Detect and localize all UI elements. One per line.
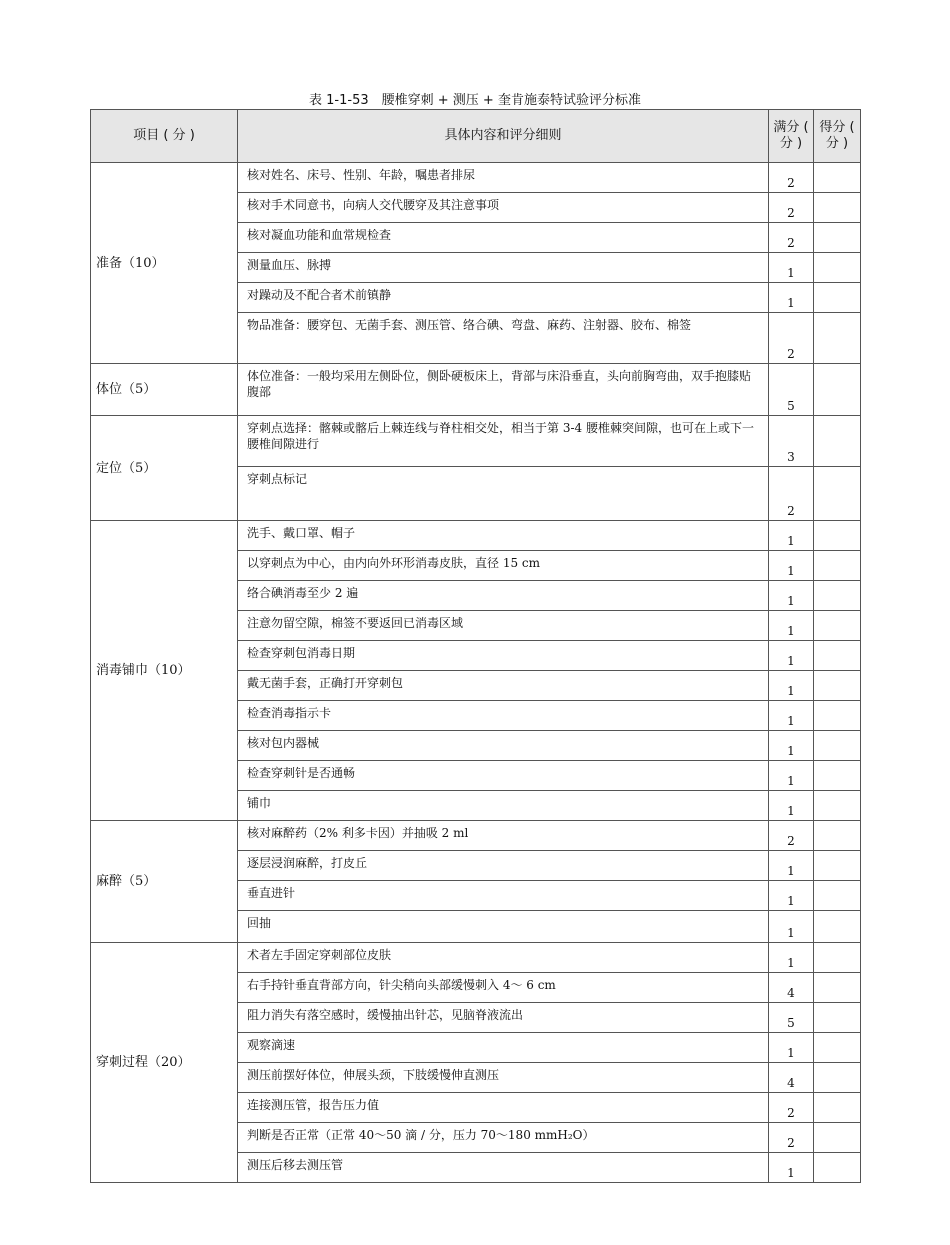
full-score: 1: [769, 761, 814, 791]
full-score: 1: [769, 551, 814, 581]
obtained-score-cell[interactable]: [814, 1093, 861, 1123]
obtained-score-cell[interactable]: [814, 467, 861, 521]
criterion-text: 术者左手固定穿刺部位皮肤: [238, 943, 769, 973]
criterion-text: 右手持针垂直背部方向，针尖稍向头部缓慢刺入 4～ 6 cm: [238, 973, 769, 1003]
table-row: [91, 364, 861, 416]
obtained-score-cell[interactable]: [814, 641, 861, 671]
full-score: 1: [769, 253, 814, 283]
table-caption: 表 1-1-53 腰椎穿刺 + 测压 + 奎肯施泰特试验评分标准: [309, 93, 641, 108]
criterion-text: 检查消毒指示卡: [238, 701, 769, 731]
criterion-text: 检查穿刺包消毒日期: [238, 641, 769, 671]
obtained-score-cell[interactable]: [814, 881, 861, 911]
criterion-text: 戴无菌手套，正确打开穿刺包: [238, 671, 769, 701]
full-score: 2: [769, 821, 814, 851]
criterion-text: 物品准备：腰穿包、无菌手套、测压管、络合碘、弯盘、麻药、注射器、胶布、棉签: [238, 313, 769, 364]
table-row: [91, 416, 861, 467]
full-score: 1: [769, 943, 814, 973]
section-name: 穿刺过程（20）: [91, 943, 238, 1183]
header-full-score: 满分 ( 分 ): [769, 110, 814, 163]
full-score: 5: [769, 364, 814, 416]
full-score: 1: [769, 881, 814, 911]
obtained-score-cell[interactable]: [814, 611, 861, 641]
full-score: 4: [769, 1063, 814, 1093]
criterion-text: 核对姓名、床号、性别、年龄，嘱患者排尿: [238, 163, 769, 193]
full-score: 1: [769, 521, 814, 551]
full-score: 1: [769, 701, 814, 731]
obtained-score-cell[interactable]: [814, 253, 861, 283]
obtained-score-cell[interactable]: [814, 364, 861, 416]
criterion-text: 核对包内器械: [238, 731, 769, 761]
full-score: 3: [769, 416, 814, 467]
criterion-text: 铺巾: [238, 791, 769, 821]
criterion-text: 回抽: [238, 911, 769, 943]
full-score: 1: [769, 671, 814, 701]
table-row: [91, 521, 861, 551]
criterion-text: 测压前摆好体位，伸展头颈，下肢缓慢伸直测压: [238, 1063, 769, 1093]
header-content: 具体内容和评分细则: [238, 110, 769, 163]
table-header-row: [91, 110, 861, 163]
obtained-score-cell[interactable]: [814, 701, 861, 731]
obtained-score-cell[interactable]: [814, 521, 861, 551]
obtained-score-cell[interactable]: [814, 283, 861, 313]
criterion-text: 洗手、戴口罩、帽子: [238, 521, 769, 551]
criterion-text: 对躁动及不配合者术前镇静: [238, 283, 769, 313]
header-item: 项目 ( 分 ): [91, 110, 238, 163]
obtained-score-cell[interactable]: [814, 581, 861, 611]
criterion-text: 以穿刺点为中心，由内向外环形消毒皮肤，直径 15 cm: [238, 551, 769, 581]
full-score: 1: [769, 1033, 814, 1063]
criterion-text: 逐层浸润麻醉，打皮丘: [238, 851, 769, 881]
obtained-score-cell[interactable]: [814, 911, 861, 943]
obtained-score-cell[interactable]: [814, 1033, 861, 1063]
criterion-text: 体位准备：一般均采用左侧卧位，侧卧硬板床上，背部与床沿垂直，头向前胸弯曲，双手抱膝贴腹部: [238, 364, 769, 416]
full-score: 2: [769, 163, 814, 193]
criterion-text: 垂直进针: [238, 881, 769, 911]
full-score: 5: [769, 1003, 814, 1033]
full-score: 2: [769, 313, 814, 364]
scoring-table: [90, 109, 861, 1183]
section-name: 麻醉（5）: [91, 821, 238, 943]
obtained-score-cell[interactable]: [814, 1153, 861, 1183]
table-row: [91, 163, 861, 193]
full-score: 2: [769, 1123, 814, 1153]
criterion-text: 络合碘消毒至少 2 遍: [238, 581, 769, 611]
obtained-score-cell[interactable]: [814, 851, 861, 881]
criterion-text: 连接测压管，报告压力值: [238, 1093, 769, 1123]
obtained-score-cell[interactable]: [814, 791, 861, 821]
obtained-score-cell[interactable]: [814, 223, 861, 253]
full-score: 1: [769, 641, 814, 671]
full-score: 2: [769, 467, 814, 521]
obtained-score-cell[interactable]: [814, 1123, 861, 1153]
obtained-score-cell[interactable]: [814, 1003, 861, 1033]
obtained-score-cell[interactable]: [814, 193, 861, 223]
obtained-score-cell[interactable]: [814, 313, 861, 364]
section-name: 体位（5）: [91, 364, 238, 416]
criterion-text: 测压后移去测压管: [238, 1153, 769, 1183]
criterion-text: 检查穿刺针是否通畅: [238, 761, 769, 791]
full-score: 1: [769, 283, 814, 313]
header-obtained-score: 得分 ( 分 ): [814, 110, 861, 163]
full-score: 1: [769, 1153, 814, 1183]
table-body: [91, 163, 861, 1183]
obtained-score-cell[interactable]: [814, 761, 861, 791]
obtained-score-cell[interactable]: [814, 731, 861, 761]
obtained-score-cell[interactable]: [814, 163, 861, 193]
full-score: 1: [769, 731, 814, 761]
criterion-text: 核对凝血功能和血常规检查: [238, 223, 769, 253]
full-score: 2: [769, 1093, 814, 1123]
criterion-text: 核对手术同意书，向病人交代腰穿及其注意事项: [238, 193, 769, 223]
obtained-score-cell[interactable]: [814, 551, 861, 581]
full-score: 1: [769, 791, 814, 821]
obtained-score-cell[interactable]: [814, 943, 861, 973]
obtained-score-cell[interactable]: [814, 973, 861, 1003]
full-score: 2: [769, 223, 814, 253]
full-score: 1: [769, 611, 814, 641]
obtained-score-cell[interactable]: [814, 821, 861, 851]
full-score: 2: [769, 193, 814, 223]
section-name: 消毒铺巾（10）: [91, 521, 238, 821]
criterion-text: 观察滴速: [238, 1033, 769, 1063]
obtained-score-cell[interactable]: [814, 1063, 861, 1093]
criterion-text: 穿刺点标记: [238, 467, 769, 521]
full-score: 1: [769, 581, 814, 611]
criterion-text: 测量血压、脉搏: [238, 253, 769, 283]
full-score: 1: [769, 911, 814, 943]
table-row: [91, 821, 861, 851]
criterion-text: 阻力消失有落空感时，缓慢抽出针芯，见脑脊液流出: [238, 1003, 769, 1033]
table-row: [91, 943, 861, 973]
full-score: 4: [769, 973, 814, 1003]
criterion-text: 核对麻醉药（2% 利多卡因）并抽吸 2 ml: [238, 821, 769, 851]
obtained-score-cell[interactable]: [814, 671, 861, 701]
criterion-text: 判断是否正常（正常 40～50 滴 / 分，压力 70～180 mmH₂O）: [238, 1123, 769, 1153]
section-name: 定位（5）: [91, 416, 238, 521]
full-score: 1: [769, 851, 814, 881]
section-name: 准备（10）: [91, 163, 238, 364]
obtained-score-cell[interactable]: [814, 416, 861, 467]
criterion-text: 注意勿留空隙，棉签不要返回已消毒区域: [238, 611, 769, 641]
criterion-text: 穿刺点选择：髂棘或髂后上棘连线与脊柱相交处，相当于第 3-4 腰椎棘突间隙，也可在上或下一腰椎间隙进行: [238, 416, 769, 467]
